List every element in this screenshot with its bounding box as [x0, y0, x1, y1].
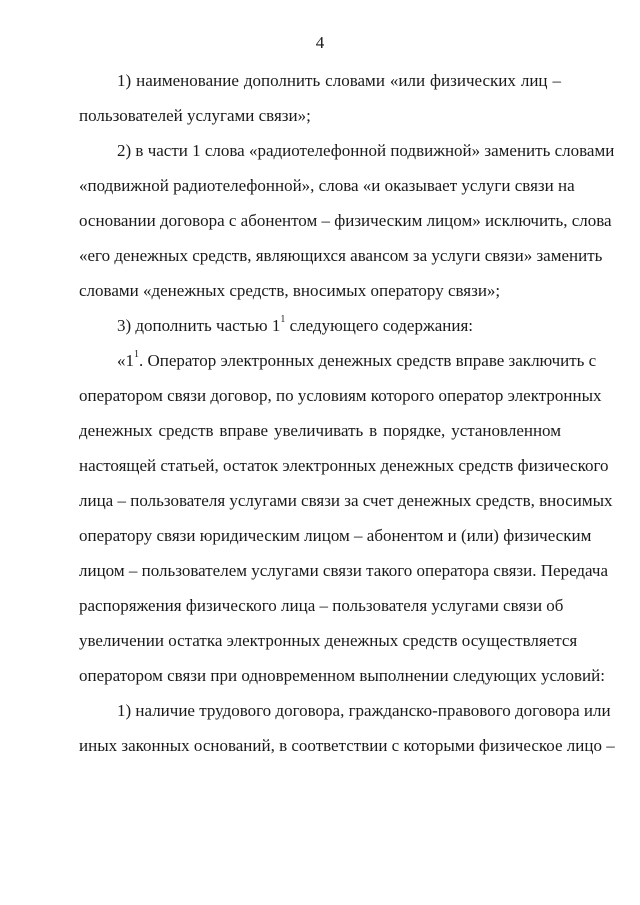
- text-line: 2) в части 1 слова «радиотелефонной подвижной» заменить словами: [117, 141, 615, 160]
- text-line: настоящей статьей, остаток электронных денежных средств физического: [79, 456, 609, 475]
- page-number: 4: [315, 33, 325, 52]
- text-line: увеличении остатка электронных денежных средств осуществляется: [79, 631, 578, 650]
- superscript: 1: [280, 314, 286, 326]
- superscript: 1: [134, 349, 139, 361]
- text-fragment: 3) дополнить частью 1: [117, 316, 281, 335]
- text-line: денежных средств вправе увеличивать в порядке, установленном: [79, 421, 561, 440]
- text-line: «его денежных средств, являющихся авансом за услуги связи» заменить: [79, 246, 603, 265]
- text-line: [117, 316, 561, 336]
- text-line: пользователей услугами связи»;: [79, 106, 311, 125]
- text-line: основании договора с абонентом – физическим лицом» исключить, слова: [79, 211, 612, 230]
- text-line: оператором связи при одновременном выполнении следующих условий:: [79, 666, 605, 685]
- text-line: словами «денежных средств, вносимых оператору связи»;: [79, 281, 501, 300]
- text-line: 1) наличие трудового договора, гражданско-правового договора или: [117, 701, 611, 720]
- text-line: лицом – пользователем услугами связи такого оператора связи. Передача: [79, 561, 609, 580]
- text-line: распоряжения физического лица – пользователя услугами связи об: [79, 596, 564, 615]
- text-fragment: «1: [117, 351, 134, 370]
- text-fragment: следующего содержания:: [285, 316, 473, 335]
- text-line: оператором связи договор, по условиям которого оператор электронных: [79, 386, 602, 405]
- text-line: лица – пользователя услугами связи за счет денежных средств, вносимых: [79, 491, 613, 510]
- text-line: 1) наименование дополнить словами «или физических лиц –: [117, 71, 561, 90]
- text-line: иных законных оснований, в соответствии с которыми физическое лицо –: [79, 736, 615, 755]
- text-line: «подвижной радиотелефонной», слова «и оказывает услуги связи на: [79, 176, 575, 195]
- text-fragment: . Оператор электронных денежных средств вправе заключить с: [139, 351, 597, 370]
- text-line: оператору связи юридическим лицом – абонентом и (или) физическим: [79, 526, 592, 545]
- text-line: [117, 349, 597, 371]
